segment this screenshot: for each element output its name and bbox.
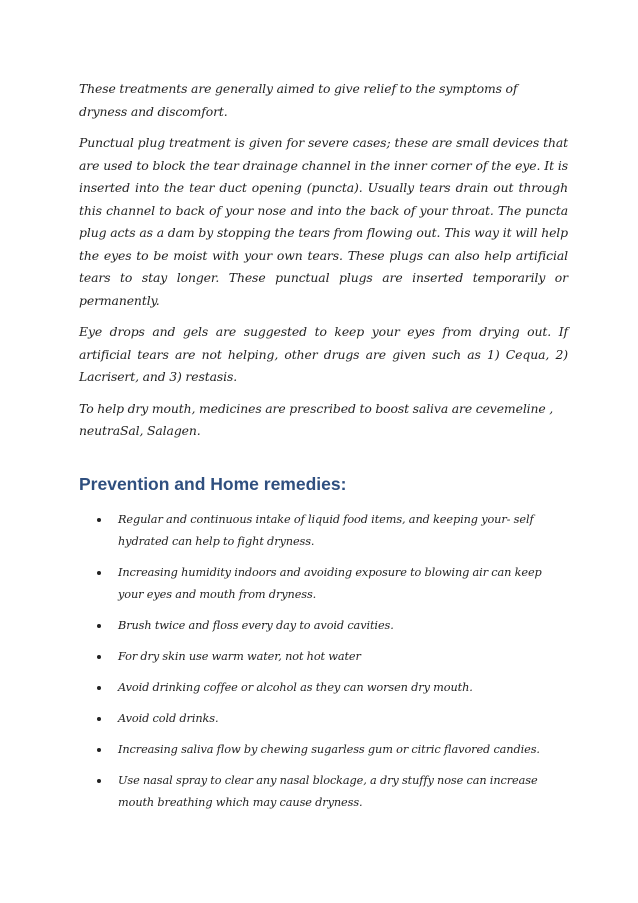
bullet-icon [97, 518, 101, 522]
list-item [97, 708, 568, 730]
prevention-bullet-list [79, 509, 568, 814]
bullet-icon [97, 624, 101, 628]
list-item-text: Regular and continuous intake of liquid food items, and keeping your- self hydrated can help to fight dryness. [118, 512, 534, 548]
list-item [97, 562, 568, 606]
bullet-icon [97, 686, 101, 690]
list-item [97, 770, 568, 814]
paragraph-treatments-intro: These treatments are generally aimed to give relief to the symptoms of dryness and discomfort. [79, 81, 518, 119]
bullet-icon [97, 748, 101, 752]
bullet-icon [97, 779, 101, 783]
list-item-text: Increasing humidity indoors and avoiding exposure to blowing air can keep your eyes and mouth from dryness. [118, 565, 542, 601]
list-item-text: Avoid cold drinks. [118, 711, 219, 725]
list-item [97, 646, 568, 668]
bullet-icon [97, 717, 101, 721]
bullet-icon [97, 655, 101, 659]
list-item-text: Use nasal spray to clear any nasal blockage, a dry stuffy nose can increase mouth breathing which may cause dryness. [118, 773, 538, 809]
paragraph-dry-mouth: To help dry mouth, medicines are prescribed to boost saliva are cevemeline , neutraSal, Salagen. [79, 400, 554, 438]
list-item [97, 677, 568, 699]
list-item-text: Avoid drinking coffee or alcohol as they can worsen dry mouth. [118, 680, 473, 694]
list-item-text: Increasing saliva flow by chewing sugarless gum or citric flavored candies. [118, 742, 540, 756]
list-item [97, 739, 568, 761]
list-item [97, 509, 568, 553]
paragraph-eye-drops: Eye drops and gels are suggested to keep your eyes from drying out. If artificial tears are not helping, other drugs are given such as 1) Cequa, 2) Lacrisert, and 3) restasis. [79, 324, 568, 384]
section-heading-prevention: Prevention and Home remedies: [79, 473, 347, 494]
list-item-text: Brush twice and floss every day to avoid cavities. [118, 618, 394, 632]
list-item-text: For dry skin use warm water, not hot water [118, 649, 361, 663]
list-item [97, 615, 568, 637]
bullet-icon [97, 571, 101, 575]
paragraph-punctual-plug: Punctual plug treatment is given for severe cases; these are small devices that are used to block the tear drainage channel in the inner corner of the eye. It is inserted into the tear duct opening (puncta). Usually tears drain out through this channel to back of your nose and into the back of your throat. The puncta plug acts as a dam by stopping the tears from flowing out. This way it will help the eyes to be moist with your own tears. These plugs can also help artificial tears to stay longer. These punctual plugs are inserted temporarily or permanently. [79, 135, 568, 308]
